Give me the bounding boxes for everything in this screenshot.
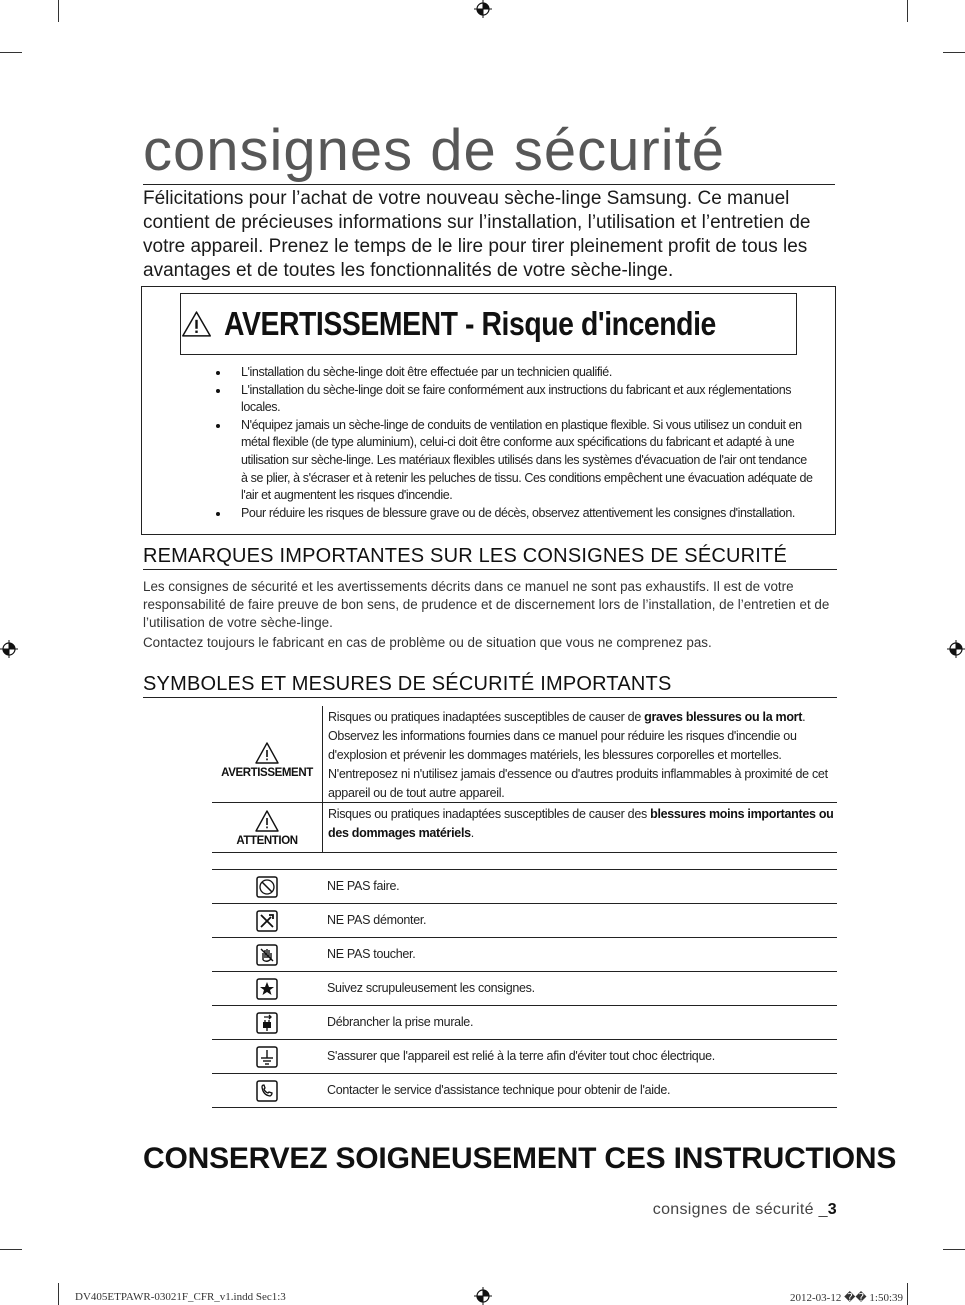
ground-icon	[256, 1046, 278, 1068]
no-disassembly-icon	[256, 910, 278, 932]
page-footer-label: consignes de sécurité _	[652, 1201, 828, 1218]
symbol-text: NE PAS toucher.	[327, 947, 416, 961]
caution-text: Risques ou pratiques inadaptées susceptibles de causer des	[328, 807, 651, 821]
symbol-cell	[212, 1074, 322, 1107]
warning-triangle-icon	[254, 741, 280, 765]
table-row	[212, 870, 837, 904]
symbol-cell	[212, 1006, 322, 1039]
list-item: L'installation du sèche-linge doit se faire conformément aux instructions du fabricant et aux réglementations locales.	[213, 382, 813, 417]
table-spacer-row	[212, 853, 837, 870]
crop-mark	[907, 0, 908, 22]
no-touch-icon	[256, 944, 278, 966]
symbol-text: S'assurer que l'appareil est relié à la terre afin d'éviter tout choc électrique.	[327, 1049, 715, 1063]
intro-paragraph: Félicitations pour l’achat de votre nouveau sèche-linge Samsung. Ce manuel contient de précieuses informations sur l’installation, l’utilisation et l’entretien de votre appareil. Prenez le temps de le lire pour tirer pleinement profit de tous les avantages et de toutes les fonctionnalités de votre sèche-linge.	[143, 188, 811, 281]
symbol-cell	[212, 870, 322, 903]
caution-text-end: .	[470, 826, 474, 840]
remarks-paragraph-contact: Contactez toujours le fabricant en cas de problème ou de situation que vous ne comprenez pas.	[143, 635, 712, 650]
phone-icon	[256, 1080, 278, 1102]
warning-text: Risques ou pratiques inadaptées susceptibles de causer de	[328, 710, 645, 724]
symbol-cell	[212, 904, 322, 937]
caution-text-bold: blessures moins importantes ou des dommages matériels	[328, 807, 834, 840]
list-item: Pour réduire les risques de blessure grave ou de décès, observez attentivement les consignes d'installation.	[213, 505, 813, 523]
symbol-text: Contacter le service d'assistance technique pour obtenir de l'aide.	[327, 1083, 671, 1097]
page-number: 3	[827, 1201, 837, 1218]
prohibited-icon	[256, 876, 278, 898]
warning-label: AVERTISSEMENT	[221, 767, 313, 779]
caution-label: ATTENTION	[236, 834, 298, 847]
crop-mark	[943, 52, 965, 53]
list-item: L'installation du sèche-linge doit être effectuée par un technicien qualifié.	[213, 364, 813, 382]
symbol-text: Suivez scrupuleusement les consignes.	[327, 981, 535, 995]
symbol-text: Débrancher la prise murale.	[327, 1015, 474, 1029]
page-title	[143, 118, 835, 185]
table-row	[212, 1074, 837, 1108]
registration-mark-icon	[474, 0, 492, 18]
table-row	[212, 1006, 837, 1040]
registration-mark-icon	[474, 1287, 492, 1305]
symbol-cell	[212, 938, 322, 971]
crop-mark	[0, 1249, 22, 1250]
warning-text-3: N'entreposez ni n'utilisez jamais d'essence ou d'autres produits inflammables à proximité de cet appareil ou de tout autre appareil.	[328, 767, 828, 800]
table-row	[212, 938, 837, 972]
list-item: N'équipez jamais un sèche-linge de conduits de ventilation en plastique flexible. Si vous utilisez un conduit en métal flexible (de type aluminium), celui-ci doit être conforme aux spécifications du fabricant et adapté à une utilisation sur sèche-linge. Les matériaux flexibles utilisés dans les systèmes d'évacuation de l'air ont tendance à se plier, à s'écraser et à retenir les peluches de tissu. Ces conditions empêchent une évacuation adéquate de l'air et augmentent les risques d'incendie.	[213, 417, 813, 505]
fire-warning-banner	[180, 293, 797, 355]
table-row	[212, 972, 837, 1006]
symbols-table	[212, 706, 837, 1108]
symbols-heading: SYMBOLES ET MESURES DE SÉCURITÉ IMPORTANTS	[143, 672, 837, 698]
unplug-icon	[256, 1012, 278, 1034]
remarks-heading: REMARQUES IMPORTANTES SUR LES CONSIGNES DE SÉCURITÉ	[143, 544, 837, 570]
caution-description	[322, 803, 837, 852]
symbol-text: NE PAS faire.	[327, 879, 400, 893]
warning-symbol-cell	[212, 706, 322, 802]
symbol-text: NE PAS démonter.	[327, 913, 427, 927]
page-title-text: consignes de sécurité	[143, 118, 725, 183]
warning-text-bold: graves blessures ou la mort	[644, 710, 803, 724]
crop-mark	[58, 1283, 59, 1305]
print-slug-timestamp: 2012-03-12 �� 1:50:39	[790, 1292, 903, 1304]
table-row	[212, 904, 837, 938]
warning-description	[322, 706, 837, 802]
caution-triangle-icon	[254, 809, 280, 833]
follow-instructions-icon	[256, 978, 278, 1000]
warning-text-end: .	[802, 710, 806, 724]
warning-triangle-icon	[181, 301, 212, 347]
symbol-cell	[212, 1040, 322, 1073]
fire-warning-list	[213, 364, 813, 522]
symbol-cell	[212, 972, 322, 1005]
remarks-paragraph: Les consignes de sécurité et les avertissements décrits dans ce manuel ne sont pas exhaustifs. Il est de votre responsabilité de faire preuve de bon sens, de prudence et de discernement lors de l’installation, de l’entretien et de l’utilisation de votre sèche-linge.	[143, 579, 830, 630]
keep-instructions-banner: CONSERVEZ SOIGNEUSEMENT CES INSTRUCTIONS	[143, 1142, 897, 1175]
crop-mark	[58, 0, 59, 22]
crop-mark	[0, 52, 22, 53]
crop-mark	[907, 1283, 908, 1305]
caution-symbol-cell	[212, 803, 322, 852]
crop-mark	[943, 1249, 965, 1250]
registration-mark-icon	[947, 640, 965, 658]
table-row	[212, 803, 837, 853]
table-row	[212, 706, 837, 803]
print-slug-file: DV405ETPAWR-03021F_CFR_v1.indd Sec1:3	[75, 1291, 286, 1303]
fire-warning-heading: AVERTISSEMENT - Risque d'incendie	[224, 305, 716, 342]
registration-mark-icon	[0, 640, 18, 658]
table-row	[212, 1040, 837, 1074]
page-footer	[653, 1201, 837, 1219]
warning-text-2: Observez les informations fournies dans ce manuel pour réduire les risques d'incendie ou d'explosion et prévenir les dommages matériels, les blessures corporelles et mortelles.	[328, 729, 797, 762]
